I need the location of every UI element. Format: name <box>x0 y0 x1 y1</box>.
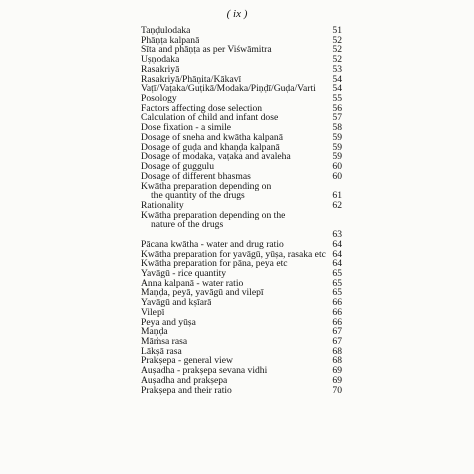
toc-entry-title: Lākṣā rasa <box>141 346 182 357</box>
toc-entry-title: Dosage of different bhasmas <box>141 171 251 182</box>
toc-entry-title: Maṇḍa, peyā, yavāgū and vilepī <box>141 288 264 299</box>
toc-entry-page: 55 <box>332 93 342 105</box>
toc-entry-page: 65 <box>332 267 342 279</box>
toc-entry <box>141 182 342 192</box>
toc-entry-page: 53 <box>332 63 342 75</box>
toc-entry <box>141 240 342 250</box>
toc-entry-page: 58 <box>332 122 342 134</box>
toc-entry-title: Dosage of guḍa and khaṇḍa kalpanā <box>141 142 280 153</box>
toc-entry <box>141 55 342 65</box>
toc-entry <box>141 269 342 279</box>
toc-entry-title: Kwātha preparation depending on <box>141 181 272 192</box>
toc-entry <box>141 123 342 133</box>
toc-entry-page: 66 <box>332 316 342 328</box>
toc-entry-title: Dose fixation - a simile <box>141 123 232 133</box>
toc-entry-page: 64 <box>332 238 342 250</box>
toc-entry-title: the quantity of the drugs <box>151 191 245 201</box>
toc-entry-title: Rationality <box>141 200 184 211</box>
toc-entry-title: Pācana kwātha - water and drug ratio <box>141 239 284 250</box>
toc-entry <box>141 172 342 182</box>
toc-entry <box>141 230 342 240</box>
toc-entry-title: Phāṇṭa kalpanā <box>141 35 200 46</box>
toc-entry-page: 54 <box>332 73 342 85</box>
toc-entry-title: Dosage of sneha and kwātha kalpanā <box>141 132 283 143</box>
toc-entry <box>141 36 342 46</box>
toc-entry-title: Factors affecting dose selection <box>141 103 263 114</box>
toc-entry-page: 63 <box>332 229 342 241</box>
toc-entry <box>141 84 342 94</box>
toc-entry-title: Kwātha preparation for yavāgū, yūṣa, rasaka etc <box>141 249 326 260</box>
toc-entry <box>141 376 342 386</box>
toc-entry-page: 69 <box>332 374 342 386</box>
toc-entry <box>141 250 342 260</box>
toc-entry <box>141 308 342 318</box>
toc-entry <box>141 259 342 269</box>
toc-entry <box>141 211 342 221</box>
toc-entry-page: 65 <box>332 277 342 289</box>
toc-entry <box>141 220 342 230</box>
toc-entry-title: Yavāgū - rice quantity <box>141 268 227 279</box>
toc-entry-page: 61 <box>332 190 342 202</box>
toc-entry-page: 67 <box>332 326 342 338</box>
toc-entry-page: 60 <box>332 170 342 182</box>
toc-entry-page: 59 <box>332 141 342 153</box>
toc-entry <box>141 356 342 366</box>
toc-entry <box>141 337 342 347</box>
toc-entry-title: Uṣṇodaka <box>141 55 180 65</box>
toc-entry-title: Kwātha preparation for pāna, peya etc <box>141 259 288 269</box>
toc-entry-page: 59 <box>332 151 342 163</box>
toc-entry <box>141 298 342 308</box>
toc-entry-page: 52 <box>332 54 342 66</box>
toc-entry-page: 69 <box>332 365 342 377</box>
toc-entry-page: 64 <box>332 258 342 270</box>
toc-entry-page: 70 <box>332 384 342 396</box>
toc-entry <box>141 143 342 153</box>
toc-entry <box>141 94 342 104</box>
toc-entry-title: Yavāgū and kṣīarā <box>141 298 212 308</box>
toc-entry-title: Rasakriyā <box>141 64 180 75</box>
toc-entry <box>141 327 342 337</box>
toc-entry-page: 68 <box>332 355 342 367</box>
toc-entry-page: 67 <box>332 336 342 347</box>
toc-entry <box>141 347 342 357</box>
toc-entry-title: Prakṣepa and their ratio <box>141 385 232 396</box>
toc-entry <box>141 191 342 201</box>
toc-entry-title: Kwātha preparation depending on the <box>141 210 286 221</box>
toc-entry-title: Māṁsa rasa <box>141 337 188 347</box>
toc-entry <box>141 279 342 289</box>
toc-entry <box>141 104 342 114</box>
toc-entry <box>141 75 342 85</box>
toc-entry <box>141 386 342 396</box>
page-number: ( ix ) <box>226 8 248 20</box>
toc-entry-page: 66 <box>332 297 342 309</box>
toc-entry <box>141 133 342 143</box>
toc-entry-page: 51 <box>332 25 342 36</box>
toc-entry-title: Śīta and phāṇṭa as per Viśwāmitra <box>141 45 272 56</box>
toc-entry <box>141 26 342 36</box>
toc-entry-title: Posology <box>141 94 177 104</box>
toc-entry-title: Peya and yūṣa <box>141 317 196 328</box>
toc-entry-page: 52 <box>332 34 342 46</box>
toc-entry-title: Vaṭī/Vaṭaka/Guṭikā/Modaka/Piṇḍī/Guḍa/Varti <box>141 84 316 95</box>
toc-entry-page: 64 <box>332 248 342 260</box>
toc-entry-title: Dosage of modaka, vaṭaka and avaleha <box>141 152 291 163</box>
toc-entry-title: Auṣadha - prakṣepa sevana vidhi <box>141 366 268 376</box>
toc-entry-page: 52 <box>332 44 342 56</box>
toc-entry-title: Maṇḍa <box>141 327 168 337</box>
toc-entry-page: 65 <box>332 287 342 299</box>
toc-entry-page: 68 <box>332 345 342 357</box>
toc-entry-page: 66 <box>332 306 342 318</box>
toc-entry-title: Prakṣepa - general view <box>141 356 233 367</box>
toc-entry-page: 60 <box>332 161 342 173</box>
toc-entry-page: 62 <box>332 199 342 211</box>
toc-entry-title: Anna kalpanā - water ratio <box>141 278 244 289</box>
toc-entry <box>141 45 342 55</box>
toc-entry <box>141 366 342 376</box>
toc-entry-title: nature of the drugs <box>151 220 224 231</box>
toc-entry-title: Rasakriyā/Phāṇita/Kākavī <box>141 74 242 85</box>
toc-entry <box>141 152 342 162</box>
toc-entry-title: Dosage of guggulu <box>141 162 215 172</box>
toc-entry-page: 56 <box>332 102 342 114</box>
toc-entry-title: Calculation of child and infant dose <box>141 113 279 124</box>
toc-entry-page: 59 <box>332 131 342 143</box>
toc-entry <box>141 318 342 328</box>
toc-entry <box>141 113 342 123</box>
toc-entry <box>141 288 342 298</box>
toc-entry <box>141 65 342 75</box>
toc-entry-title: Vilepī <box>141 307 165 318</box>
toc-entry-page: 57 <box>332 112 342 124</box>
toc-entry-title: Taṇḍulodaka <box>141 26 191 36</box>
toc-entry-title: Auṣadha and prakṣepa <box>141 375 228 386</box>
table-of-contents <box>141 26 342 395</box>
toc-entry <box>141 201 342 211</box>
toc-entry <box>141 162 342 172</box>
toc-entry-page: 54 <box>332 83 342 95</box>
